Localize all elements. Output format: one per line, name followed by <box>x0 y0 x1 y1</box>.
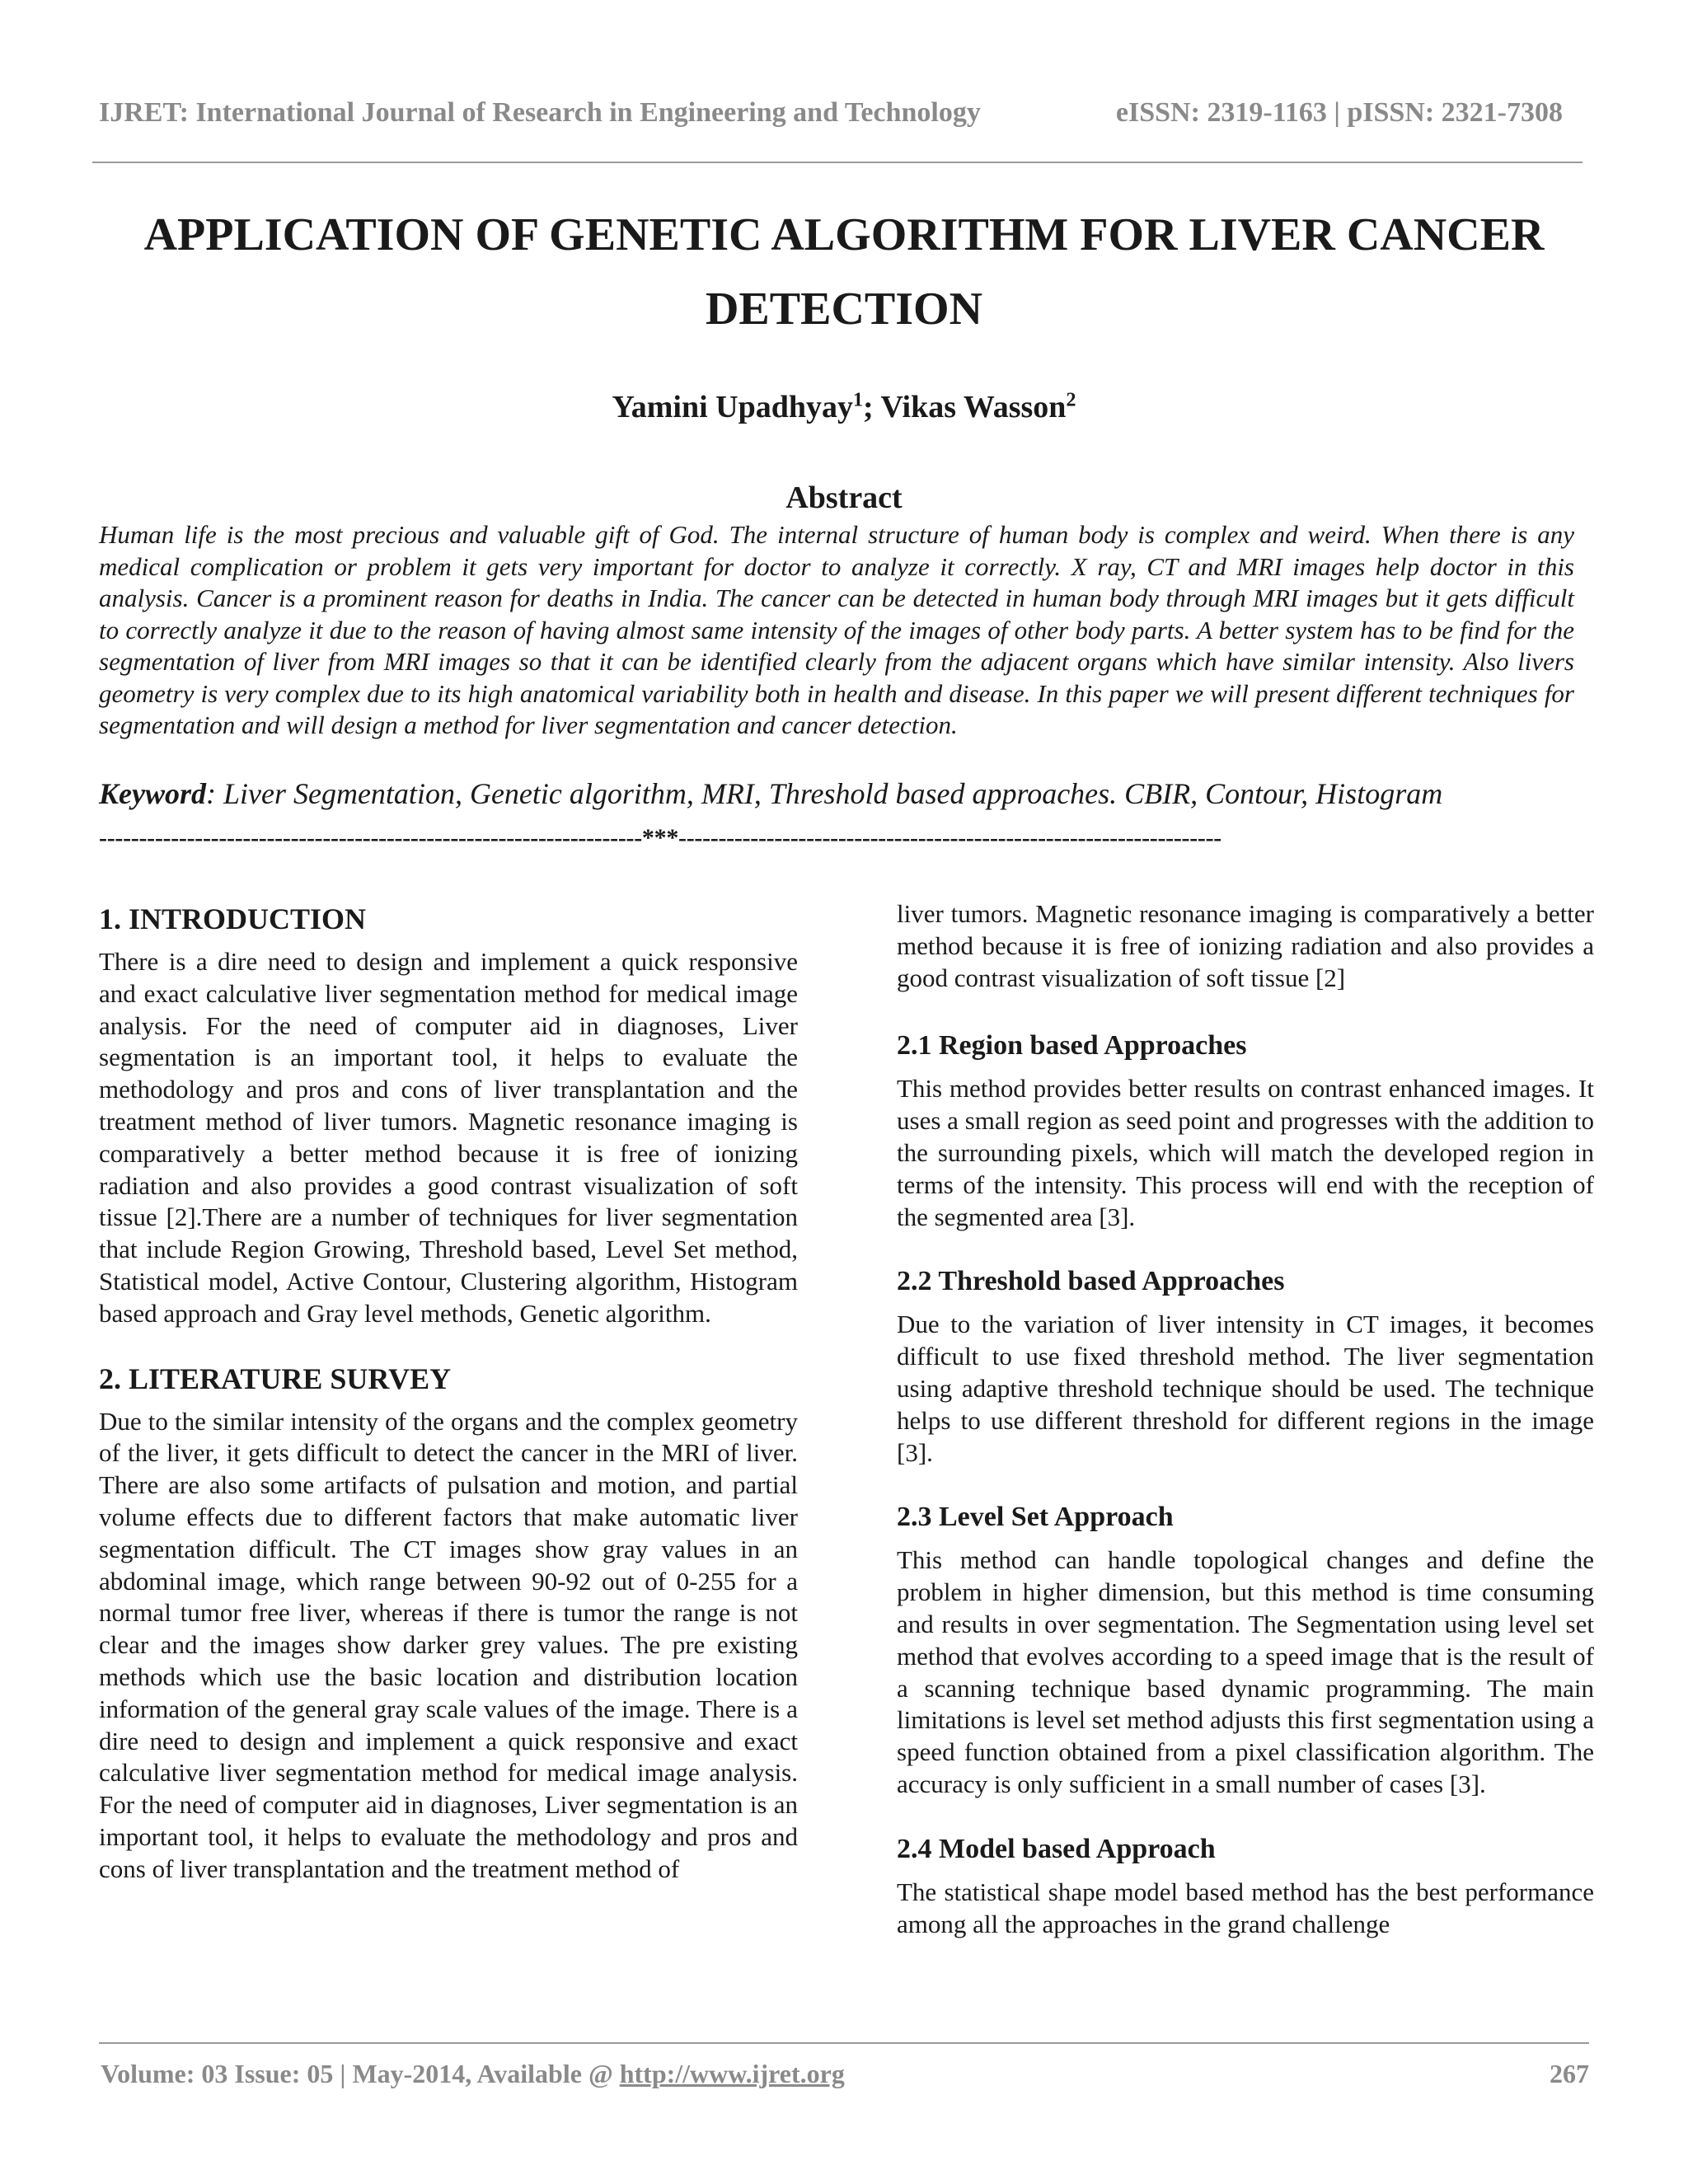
title-line-1: APPLICATION OF GENETIC ALGORITHM FOR LIVER CANCER <box>143 209 1545 260</box>
introduction-heading: 1. INTRODUCTION <box>99 902 367 935</box>
issn-info: eISSN: 2319-1163 | pISSN: 2321-7308 <box>1115 97 1563 128</box>
footer-volume <box>101 2059 845 2089</box>
running-header <box>99 97 1563 137</box>
journal-link[interactable]: http://www.ijret.org <box>619 2059 845 2088</box>
title-line-2: DETECTION <box>705 284 983 335</box>
level-set-heading: 2.3 Level Set Approach <box>897 1502 1174 1533</box>
level-set-text: This method can handle topological changes and define the problem in higher dimension, but this method is time consuming and results in over segmentation. The Segmentation using level set method that evolves according to a speed image that is the result of a scanning technique based dynamic programming. The main limitations is level set method adjusts this first segmentation using a speed function obtained from a pixel classification algorithm. The accuracy is only sufficient in a small number of cases [3]. <box>897 1545 1594 1798</box>
literature-survey-heading: 2. LITERATURE SURVEY <box>99 1361 452 1395</box>
paper-title <box>99 198 1589 346</box>
author-2-affiliation: 2 <box>1066 389 1076 411</box>
region-based-heading: 2.1 Region based Approaches <box>897 1030 1247 1062</box>
region-based-text: This method provides better results on contrast enhanced images. It uses a small region as seed point and progresses with the addition to the surrounding pixels, which will match the developed region in terms of the intensity. This process will end with the reception of the segmented area [3]. <box>897 1074 1594 1231</box>
keywords-label: Keyword <box>99 777 206 810</box>
literature-survey-continued: liver tumors. Magnetic resonance imaging is comparatively a better method because it is free of ionizing radiation and also provides a good contrast visualization of soft tissue [2] <box>897 899 1594 992</box>
author-1: Yamini Upadhyay <box>612 390 854 424</box>
footer-volume-text: Volume: 03 Issue: 05 | May-2014, Available @ <box>101 2059 620 2088</box>
threshold-based-text: Due to the variation of liver intensity in CT images, it becomes difficult to use fixed threshold method. The liver segmentation using adaptive threshold technique should be used. The technique helps to use different threshold for different regions in the image [3]. <box>897 1310 1594 1467</box>
footer-rule <box>99 2042 1589 2044</box>
keywords <box>99 773 1589 814</box>
right-column <box>897 898 1594 1940</box>
author-list <box>99 384 1589 430</box>
introduction-text: There is a dire need to design and implement a quick responsive and exact calculative liver segmentation method for medical image analysis. For the need of computer aid in diagnoses, Liver segmentation is an important tool, it helps to evaluate the methodology and pros and cons of liver transplantation and the treatment method of liver tumors. Magnetic resonance imaging is comparatively a better method because it is free of ionizing radiation and also provides a good contrast visualization of soft tissue [2].There are a number of techniques for liver segmentation that include Region Growing, Threshold based, Level Set method, Statistical model, Active Contour, Clustering algorithm, Histogram based approach and Gray level methods, Genetic algorithm. <box>99 947 798 1328</box>
model-based-text: The statistical shape model based method has the best performance among all the approaches in the grand challenge <box>897 1877 1594 1938</box>
header-rule <box>92 162 1582 163</box>
section-separator: --------------------------------------------------------------------***-------------------------------------------------------------------- <box>99 824 1221 851</box>
author-2: Vikas Wasson <box>880 390 1067 424</box>
abstract-heading: Abstract <box>785 480 903 515</box>
keywords-text: : Liver Segmentation, Genetic algorithm, MRI, Threshold based approaches. CBIR, Contour, Histogram <box>206 777 1443 810</box>
author-1-affiliation: 1 <box>853 389 864 411</box>
journal-name: IJRET: International Journal of Research in Engineering and Technology <box>99 97 981 128</box>
threshold-based-heading: 2.2 Threshold based Approaches <box>897 1266 1285 1297</box>
literature-survey-text: Due to the similar intensity of the organs and the complex geometry of the liver, it gets difficult to detect the cancer in the MRI of liver. There are also some artifacts of pulsation and motion, and partial volume effects due to different factors that make automatic liver segmentation difficult. The CT images show gray values in an abdominal image, which range between 90-92 out of 0-255 for a normal tumor free liver, whereas if there is tumor the range is not clear and the images show darker grey values. The pre existing methods which use the basic location and distribution location information of the general gray scale values of the image. There is a dire need to design and implement a quick responsive and exact calculative liver segmentation method for medical image analysis. For the need of computer aid in diagnoses, Liver segmentation is an important tool, it helps to evaluate the methodology and pros and cons of liver transplantation and the treatment method of <box>99 1406 798 1883</box>
model-based-heading: 2.4 Model based Approach <box>897 1833 1216 1864</box>
abstract-text: Human life is the most precious and valuable gift of God. The internal structure of human body is complex and weird. When there is any medical complication or problem it gets very important for doctor to analyze it correctly. X ray, CT and MRI images help doctor in this analysis. Cancer is a prominent reason for deaths in India. The cancer can be detected in human body through MRI images but it gets difficult to correctly analyze it due to the reason of having almost same intensity of the images of other body parts. A better system has to be find for the segmentation of liver from MRI images so that it can be identified clearly from the adjacent organs which have similar intensity. Also livers geometry is very complex due to its high anatomical variability both in health and disease. In this paper we will present different techniques for segmentation and will design a method for liver segmentation and cancer detection. <box>99 520 1574 739</box>
author-separator: ; <box>863 390 881 424</box>
page-number: 267 <box>1550 2059 1589 2088</box>
left-column <box>99 898 798 1886</box>
